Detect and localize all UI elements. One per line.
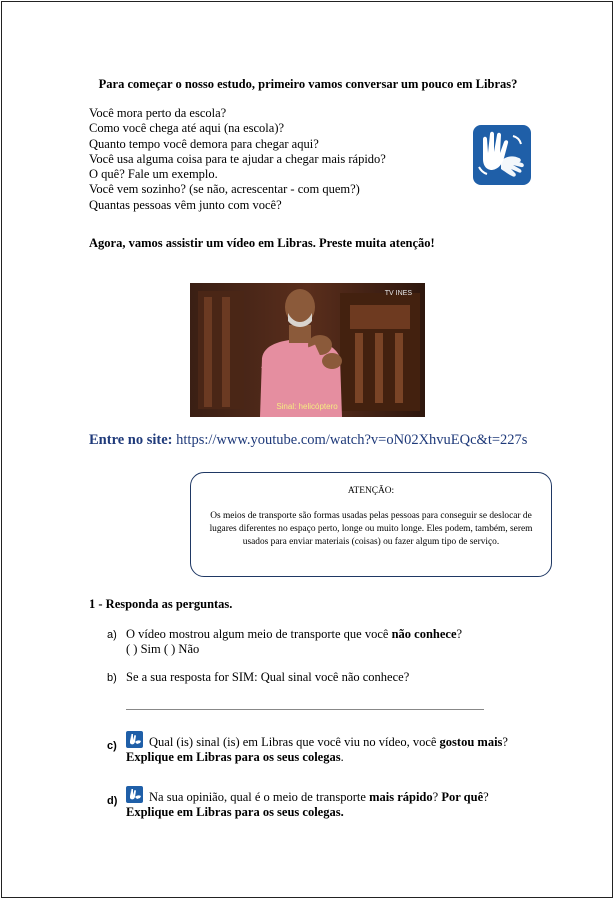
item-c-bold-1: gostou mais: [439, 735, 503, 749]
item-c-line2: Explique em Libras para os seus colegas: [126, 750, 341, 764]
video-thumbnail[interactable]: [190, 283, 425, 417]
question-6: Você vem sozinho? (se não, acrescentar - com quem?): [89, 182, 360, 197]
question-7: Quantas pessoas vêm junto com você?: [89, 197, 282, 212]
item-b-text: Se a sua resposta for SIM: Qual sinal você não conhece?: [126, 670, 410, 684]
question-1: Você mora perto da escola?: [89, 106, 227, 120]
item-d-text: [126, 786, 489, 820]
item-letter-c: c): [107, 740, 117, 752]
attention-title: ATENÇÃO:: [347, 486, 395, 496]
item-letter-b: b): [107, 672, 117, 684]
attention-body: Os meios de transporte são formas usadas pelas pessoas para conseguir se deslocar de lugares diferentes no espaço perto, longe ou muito longe. Eles podem, também, serem usados para enviar materiais (coisas) ou fazer algum tipo de serviço.: [209, 511, 533, 547]
question-list: [89, 106, 386, 213]
answer-line[interactable]: [126, 709, 484, 710]
sign-language-icon: [473, 125, 531, 185]
video-heading: Agora, vamos assistir um vídeo em Libras. Preste muita atenção!: [89, 236, 435, 250]
section-title: 1 - Responda as perguntas.: [89, 597, 233, 611]
item-d-line2: Explique em Libras para os seus colegas.: [126, 805, 344, 819]
intro-title: Para começar o nosso estudo, primeiro vamos conversar um pouco em Libras?: [98, 77, 518, 91]
attention-box: [190, 472, 552, 577]
video-frame-image: [190, 283, 425, 417]
site-line: [89, 432, 527, 449]
site-url-link[interactable]: https://www.youtube.com/watch?v=oN02XhvuEQc&t=227s: [176, 432, 528, 448]
item-a-text-2: ?: [456, 627, 463, 641]
item-a-options[interactable]: ( ) Sim ( ) Não: [126, 642, 200, 656]
item-d-text-3: ?: [483, 790, 489, 804]
item-d-bold-2: Por quê: [441, 790, 484, 804]
item-letter-a: a): [107, 629, 117, 641]
item-letter-d: d): [107, 795, 118, 807]
question-5: O quê? Fale um exemplo.: [89, 167, 218, 182]
sign-language-small-icon: [126, 731, 143, 748]
item-a-bold-1: não conhece: [391, 627, 457, 641]
item-a-text-1: O vídeo mostrou algum meio de transporte que você: [126, 627, 392, 641]
sign-language-small-icon: [126, 786, 143, 803]
item-c-text-2: ?: [502, 735, 508, 749]
question-4: Você usa alguma coisa para te ajudar a chegar mais rápido?: [89, 151, 386, 166]
item-c-text: [126, 731, 508, 765]
item-d-bold-1: mais rápido: [369, 790, 433, 804]
video-channel-logo: TV INES: [384, 290, 412, 297]
item-c-text-1: Qual (is) sinal (is) em Libras que você viu no vídeo, você: [149, 735, 440, 749]
question-3: Quanto tempo você demora para chegar aqui?: [89, 136, 319, 151]
site-label: Entre no site:: [89, 432, 173, 448]
question-2: Como você chega até aqui (na escola)?: [89, 121, 285, 136]
item-d-text-2: ?: [432, 790, 442, 804]
item-a-text: [126, 627, 462, 657]
item-d-text-1: Na sua opinião, qual é o meio de transporte: [149, 790, 370, 804]
video-subtitle: Sinal: helicóptero: [276, 402, 338, 411]
item-c-line2-end: .: [340, 750, 344, 764]
